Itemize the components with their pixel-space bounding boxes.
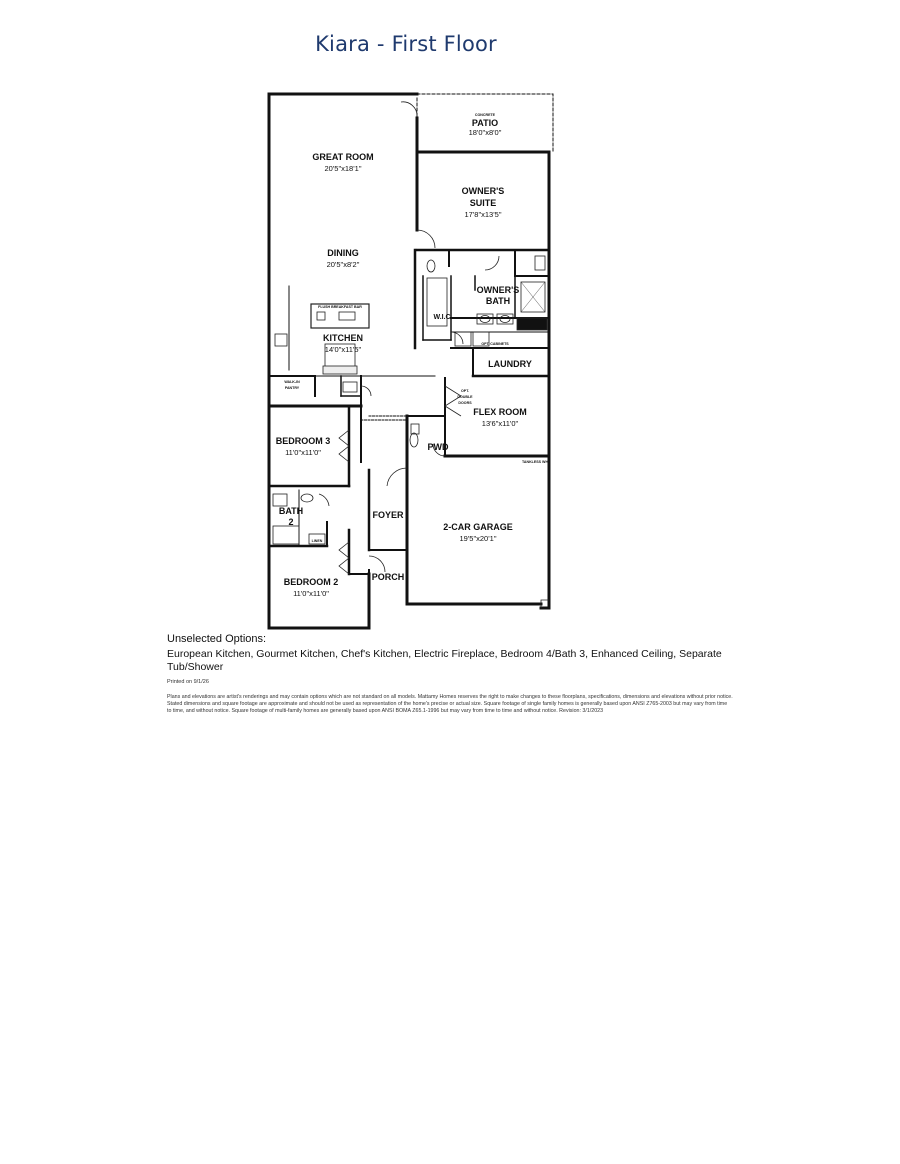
flex-door-note-2: DOUBLE xyxy=(457,395,473,399)
bedroom3-label: BEDROOM 3 xyxy=(275,436,331,446)
unselected-options-heading: Unselected Options: xyxy=(167,633,267,645)
flex-door-note-3: DOORS xyxy=(458,401,472,405)
page-title: Kiara - First Floor xyxy=(315,32,497,56)
garage-note: TANKLESS WH xyxy=(521,460,549,464)
dining-label: DINING xyxy=(327,248,359,258)
patio-dims: 18'0"x8'0" xyxy=(468,128,502,137)
owners-bath-label-1: OWNER'S xyxy=(476,285,520,295)
pantry-label-1: WALK-IN xyxy=(284,380,300,384)
plan-fixtures xyxy=(273,102,549,608)
wic-label: W.I.C. xyxy=(433,314,453,321)
patio-label: PATIO xyxy=(471,118,499,128)
kitchen-dims: 14'0"x11'5" xyxy=(324,345,362,354)
great-room-label: GREAT ROOM xyxy=(312,152,374,162)
bath2-label-2: 2 xyxy=(288,517,294,527)
bath2-label-1: BATH xyxy=(278,506,304,516)
foyer-label: FOYER xyxy=(372,510,404,520)
patio-note: CONCRETE xyxy=(474,113,496,117)
owners-bath-label-2: BATH xyxy=(485,296,511,306)
garage-label: 2-CAR GARAGE xyxy=(443,522,513,532)
floor-plan xyxy=(265,90,565,635)
plan-labels xyxy=(276,113,549,598)
pantry-label-2: PANTRY xyxy=(284,386,300,390)
flex-room-label: FLEX ROOM xyxy=(473,407,527,417)
pwd-label: PWD xyxy=(427,442,449,452)
unselected-options-list: European Kitchen, Gourmet Kitchen, Chef's Kitchen, Electric Fireplace, Bedroom 4/Bath 3, Enhanced Ceiling, Separate Tub/Shower xyxy=(167,648,722,673)
bedroom2-label: BEDROOM 2 xyxy=(283,577,339,587)
great-room-dims: 20'5"x18'1" xyxy=(324,164,362,173)
laundry-label: LAUNDRY xyxy=(488,359,532,369)
flex-door-note-1: OPT. xyxy=(461,389,469,393)
kitchen-label: KITCHEN xyxy=(323,333,363,343)
bedroom3-dims: 11'0"x11'0" xyxy=(285,448,321,457)
owners-suite-dims: 17'8"x13'5" xyxy=(464,210,502,219)
linen-label: LINEN xyxy=(311,539,323,543)
laundry-cabinets-label: OPT. CABINETS xyxy=(481,342,509,346)
garage-dims: 19'5"x20'1" xyxy=(459,534,497,543)
legal-disclaimer: Plans and elevations are artist's renderings and may contain options which are not standard on all models. Mattamy Homes reserves the right to make changes to these floorplans, specifications, dimensions and elevations without prior notice. Stated dimensions and square footage are approximate and should not be used as representation of the home's precise or actual size. Square footage of single family homes is generally based upon ANSI Z765-2003 but may vary from time to time, and without notice. Square footage of multi-family homes are generally based upon ANSI BOMA Z65.1-1996 but may vary from time to time and without notice. Revision: 3/1/2023 xyxy=(167,694,733,714)
owners-suite-label-1: OWNER'S xyxy=(461,186,505,196)
owners-suite-label-2: SUITE xyxy=(469,198,497,208)
porch-label: PORCH xyxy=(371,572,405,582)
breakfast-bar-label: FLUSH BREAKFAST BAR xyxy=(318,305,362,309)
bedroom2-dims: 11'0"x11'0" xyxy=(293,589,329,598)
dining-dims: 20'5"x8'2" xyxy=(326,260,360,269)
flex-room-dims: 13'6"x11'0" xyxy=(481,419,519,428)
printed-date: Printed on 9/1/26 xyxy=(167,679,209,685)
